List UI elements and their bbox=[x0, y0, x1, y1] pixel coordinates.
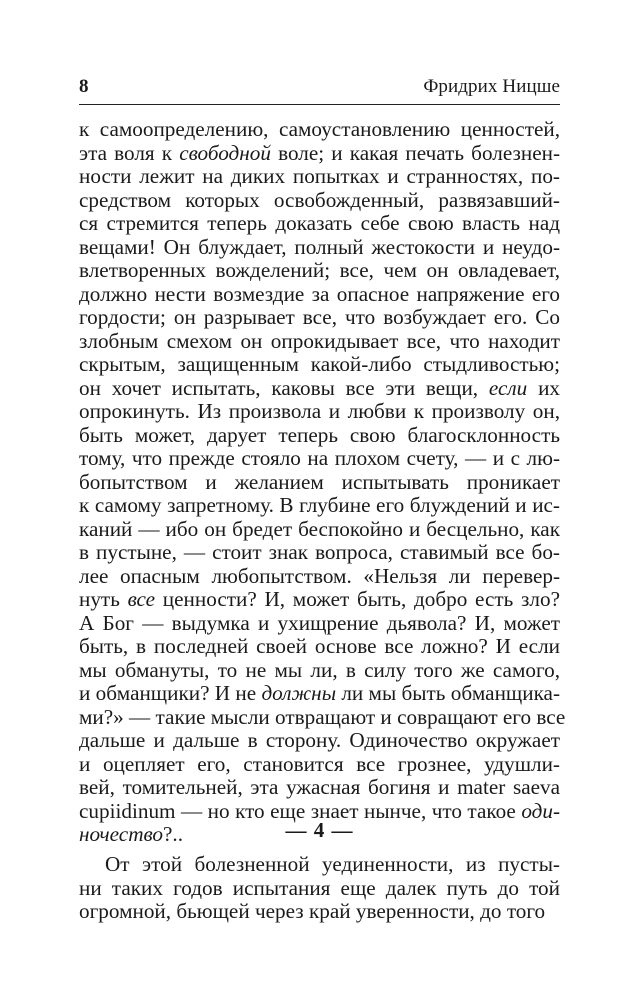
text-line bbox=[79, 118, 560, 142]
italic-run: оди- bbox=[521, 798, 560, 823]
text-run: От этой болезненной уединенности, из пусты- bbox=[105, 852, 560, 876]
text-run: опрокинуть. Из произвола и любви к произволу он, bbox=[79, 399, 560, 423]
text-line bbox=[79, 353, 560, 377]
text-line bbox=[79, 588, 560, 612]
text-line bbox=[79, 142, 560, 166]
text-line bbox=[79, 877, 560, 901]
paragraph-1 bbox=[79, 117, 566, 847]
text-run: влетворенных вожделений; все, чем он овладевает, bbox=[79, 258, 560, 282]
text-run: он хочет испытать, каковы все эти вещи, bbox=[79, 375, 489, 400]
text-run: ли мы быть обманщика- bbox=[336, 681, 560, 705]
text-line bbox=[79, 729, 560, 753]
text-run: вей, томительней, эта ужасная богиня и mater saeva bbox=[79, 775, 560, 799]
text-run: скрытым, защищенным какой-либо стыдливостью; bbox=[79, 352, 560, 376]
text-run: лее опасным любопытством. «Нельзя ли перевер- bbox=[79, 563, 560, 588]
text-run: дальше и дальше в сторону. Одиночество окружает bbox=[79, 728, 560, 752]
text-line bbox=[79, 682, 560, 706]
section-heading: — 4 — bbox=[285, 818, 354, 842]
text-run: А Бог — выдумка и ухищрение дьявола? И, может bbox=[79, 610, 560, 635]
text-line bbox=[79, 753, 560, 777]
text-run: и оцепляет его, становится все грознее, удушли- bbox=[79, 751, 560, 776]
text-line bbox=[79, 212, 560, 236]
text-line bbox=[79, 471, 560, 495]
text-run: гордости; он разрывает все, что возбуждает его. Со bbox=[79, 305, 560, 329]
text-run: средством которых освобожденный, развязавший- bbox=[79, 187, 560, 212]
text-line bbox=[79, 447, 560, 471]
italic-run: должны bbox=[261, 681, 337, 705]
text-run: огромной, бьющей через край уверенности, до того bbox=[79, 899, 546, 923]
text-line bbox=[79, 377, 560, 401]
italic-run: ночество bbox=[79, 822, 164, 846]
text-run: злобным смехом он опрокидывает все, что находит bbox=[79, 328, 560, 353]
text-run: ?.. bbox=[163, 822, 184, 846]
text-line bbox=[79, 189, 560, 213]
text-line bbox=[79, 330, 560, 354]
text-run: в пустыне, — стоит знак вопроса, ставимый все бо- bbox=[79, 540, 560, 564]
text-run: ности лежит на диких попытках и странностях, по- bbox=[79, 164, 560, 188]
text-line bbox=[79, 776, 560, 800]
text-line bbox=[79, 518, 560, 542]
text-line bbox=[79, 853, 560, 877]
text-run: мы обмануты, то не мы ли, в силу того же самого, bbox=[79, 657, 560, 682]
text-line bbox=[79, 612, 560, 636]
text-line bbox=[79, 494, 560, 518]
text-line bbox=[79, 541, 560, 565]
text-run: вещами! Он блуждает, полный жестокости и неудо- bbox=[79, 234, 560, 259]
text-line bbox=[79, 635, 560, 659]
running-title: Фридрих Ницше bbox=[423, 76, 560, 97]
text-run: каний — ибо он бредет беспокойно и бесцельно, как bbox=[79, 516, 560, 541]
text-run: ценности? И, может быть, добро есть зло? bbox=[155, 587, 560, 611]
text-run: к самому запретному. В глубине его блуждений и ис- bbox=[79, 493, 560, 517]
text-line bbox=[79, 400, 560, 424]
text-line bbox=[79, 704, 566, 730]
text-run: ми?» — такие мысли отвращают и совращают его все bbox=[79, 704, 566, 729]
text-run: cupiidinum — но кто еще знает нынче, что такое bbox=[79, 798, 522, 823]
text-run: воле; и какая печать болезнен- bbox=[270, 140, 561, 165]
text-run: должно нести возмездие за опасное напряжение его bbox=[79, 281, 560, 306]
text-run: к самоопределению, самоустановлению ценностей, bbox=[79, 117, 560, 141]
text-run: их bbox=[527, 375, 560, 400]
text-line bbox=[79, 259, 560, 283]
text-run: ся стремится теперь доказать себе свою власть над bbox=[79, 211, 560, 235]
text-run: нуть bbox=[79, 587, 128, 611]
text-run: и обманщики? И не bbox=[79, 681, 262, 705]
italic-run: все bbox=[127, 587, 156, 611]
text-line bbox=[79, 565, 560, 589]
text-line bbox=[79, 236, 560, 260]
text-line bbox=[79, 283, 560, 307]
text-run: бопытством и желанием испытывать проникает bbox=[79, 469, 560, 494]
page-number: 8 bbox=[79, 76, 89, 97]
running-header bbox=[79, 76, 560, 98]
text-line bbox=[79, 165, 560, 189]
text-line bbox=[79, 306, 560, 330]
text-run: ни таких годов испытания еще далек путь до той bbox=[79, 875, 560, 900]
text-run: быть может, дарует теперь свою благосклонность bbox=[79, 422, 560, 447]
text-line bbox=[79, 424, 560, 448]
text-line bbox=[79, 659, 560, 683]
italic-run: свободной bbox=[179, 140, 271, 165]
text-run: эта воля к bbox=[79, 140, 180, 165]
italic-run: если bbox=[488, 375, 528, 400]
text-line bbox=[79, 900, 560, 924]
text-run: быть, в последней своей основе все ложно? И если bbox=[79, 634, 560, 658]
text-run: тому, что прежде стояло на плохом счету, — и с лю- bbox=[79, 446, 560, 470]
header-rule bbox=[79, 104, 560, 105]
paragraph-2 bbox=[79, 853, 560, 924]
